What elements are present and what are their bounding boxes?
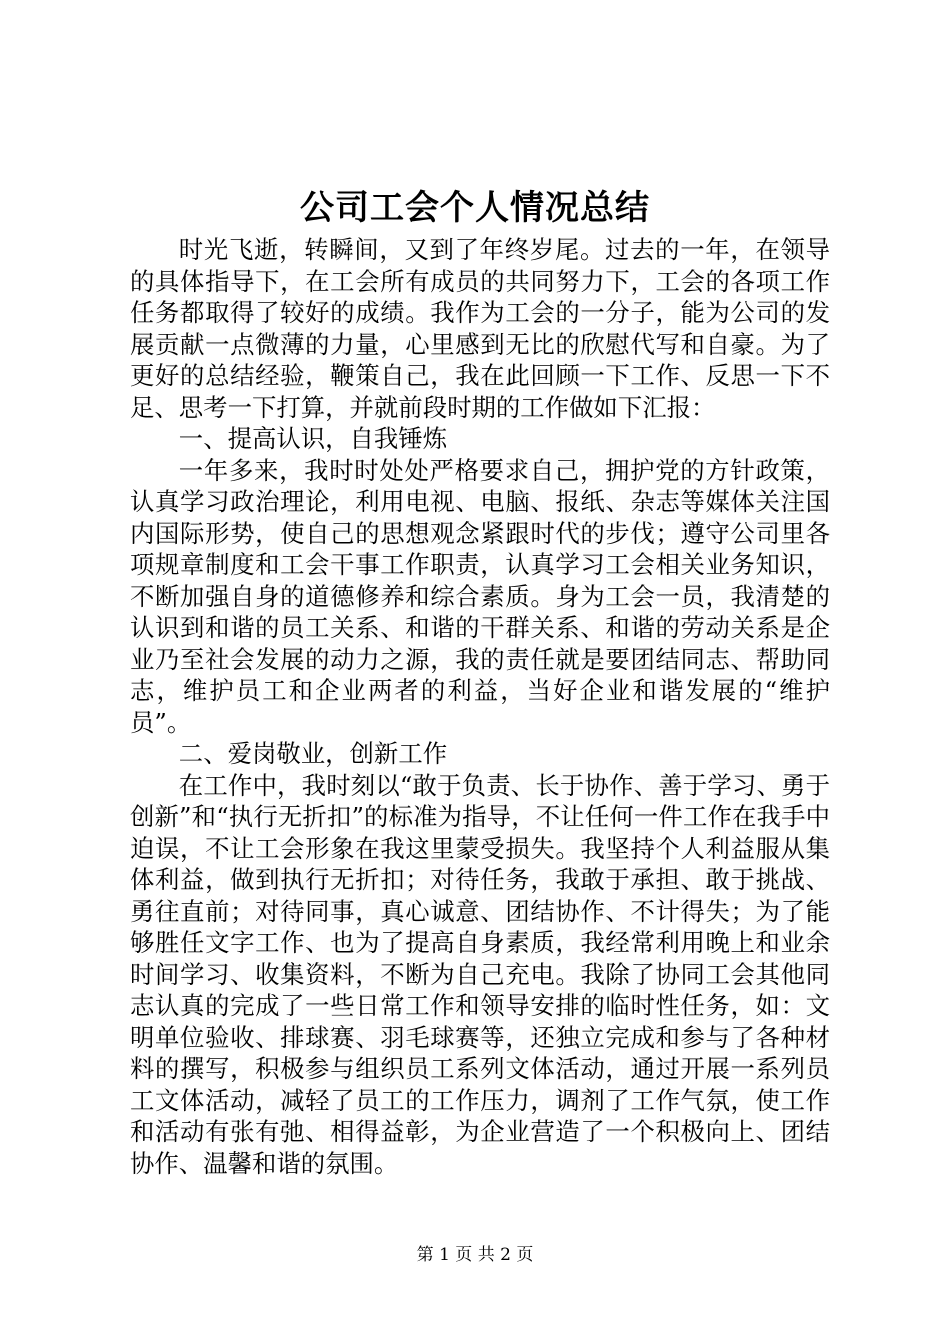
document-title: 公司工会个人情况总结 [300,188,650,228]
paragraph-intro: 时光飞逝，转瞬间，又到了年终岁尾。过去的一年，在领导的具体指导下，在工会所有成员的共同努力下，工会的各项工作任务都取得了较好的成绩。我作为工会的一分子，能为公司的发展贡献一点微薄的力量，心里感到无比的欣慰代写和自豪。为了更好的总结经验，鞭策自己，我在此回顾一下工作、反思一下不足、思考一下打算，并就前段时期的工作做如下汇报： [130,235,830,422]
paragraph-section-1: 一年多来，我时时处处严格要求自己，拥护党的方针政策，认真学习政治理论，利用电视、电脑、报纸、杂志等媒体关注国内国际形势，使自己的思想观念紧跟时代的步伐；遵守公司里各项规章制度和工会干事工作职责，认真学习工会相关业务知识，不断加强自身的道德修养和综合素质。身为工会一员，我清楚的认识到和谐的员工关系、和谐的干群关系、和谐的劳动关系是企业乃至社会发展的动力之源，我的责任就是要团结同志、帮助同志，维护员工和企业两者的利益，当好企业和谐发展的“维护员”。 [130,455,830,737]
document-body [130,234,830,1179]
paragraph-section-2: 在工作中，我时刻以“敢于负责、长于协作、善于学习、勇于创新”和“执行无折扣”的标准为指导，不让任何一件工作在我手中迫误，不让工会形象在我这里蒙受损失。我坚持个人利益服从集体利益，做到执行无折扣；对待任务，我敢于承担、敢于挑战、勇往直前；对待同事，真心诚意、团结协作、不计得失；为了能够胜任文字工作、也为了提高自身素质，我经常利用晚上和业余时间学习、收集资料，不断为自己充电。我除了协同工会其他同志认真的完成了一些日常工作和领导安排的临时性任务，如：文明单位验收、排球赛、羽毛球赛等，还独立完成和参与了各种材料的撰写，积极参与组织员工系列文体活动，通过开展一系列员工文体活动，减轻了员工的工作压力，调剂了工作气氛，使工作和活动有张有弛、相得益彰，为企业营造了一个积极向上、团结协作、温馨和谐的氛围。 [130,770,830,1178]
section-heading-2: 二、爱岗敬业，创新工作 [178,739,448,768]
page-number-footer: 第 1 页 共 2 页 [416,1245,534,1265]
section-heading-1: 一、提高认识，自我锤炼 [178,424,448,453]
